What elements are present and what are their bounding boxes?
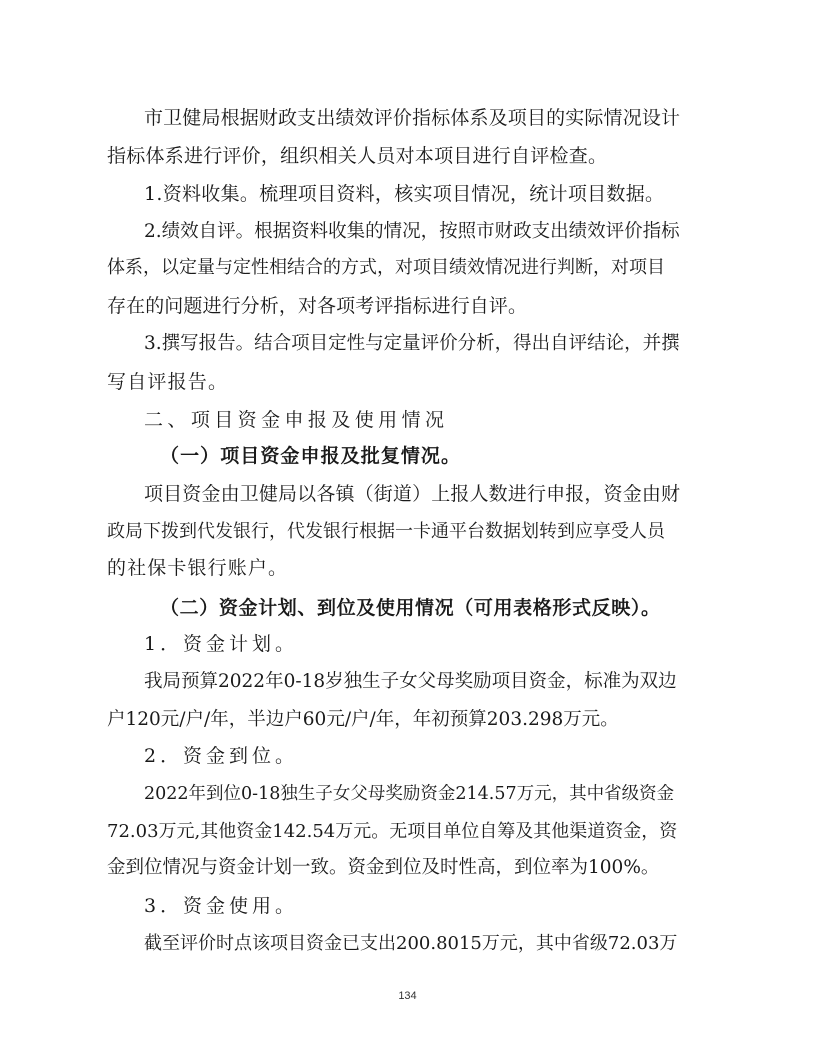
body-line: 指标体系进行评价，组织相关人员对本项目进行自评检查。 [107,145,608,167]
body-line: 2．资金到位。 [144,745,298,767]
body-line: 政局下拨到代发银行，代发银行根据一卡通平台数据划转到应享受人员 [107,521,665,542]
subsection-heading: （一）项目资金申报及批复情况。 [160,445,462,467]
body-line: 3．资金使用。 [144,895,298,917]
subsection-heading: （二）资金计划、到位及使用情况（可用表格形式反映）。 [160,597,661,619]
page-number: 134 [398,990,417,1002]
body-line: 写自评报告。 [107,371,229,393]
body-line: 户120元/户/年，半边户60元/户/年，年初预算203.298万元。 [107,709,619,730]
body-line: 项目资金由卫健局以各镇（街道）上报人数进行申报，资金由财 [144,483,681,505]
body-line: 存在的问题进行分析，对各项考评指标进行自评。 [107,295,528,317]
body-line: 体系，以定量与定性相结合的方式，对项目绩效情况进行判断，对项目 [107,257,665,278]
section-heading: 二、项目资金申报及使用情况 [144,409,449,431]
body-line: 3.撰写报告。结合项目定性与定量评价分析，得出自评结论，并撰 [144,333,680,354]
body-line: 2.绩效自评。根据资料收集的情况，按照市财政支出绩效评价指标 [144,221,680,242]
body-line: 市卫健局根据财政支出绩效评价指标体系及项目的实际情况设计 [144,107,681,129]
body-line: 1．资金计划。 [144,633,298,655]
body-line: 的社保卡银行账户。 [107,557,289,579]
body-line: 我局预算2022年0-18岁独生子女父母奖励项目资金，标准为双边 [144,671,677,692]
body-line: 2022年到位0-18独生子女父母奖励资金214.57万元，其中省级资金 [144,784,675,804]
body-line: 金到位情况与资金计划一致。资金到位及时性高，到位率为100%。 [107,857,660,878]
body-line: 72.03万元,其他资金142.54万元。无项目单位自筹及其他渠道资金，资 [107,821,678,842]
body-line: 截至评价时点该项目资金已支出200.8015万元，其中省级72.03万 [144,933,678,954]
body-line: 1.资料收集。梳理项目资料，核实项目情况，统计项目数据。 [144,183,665,205]
